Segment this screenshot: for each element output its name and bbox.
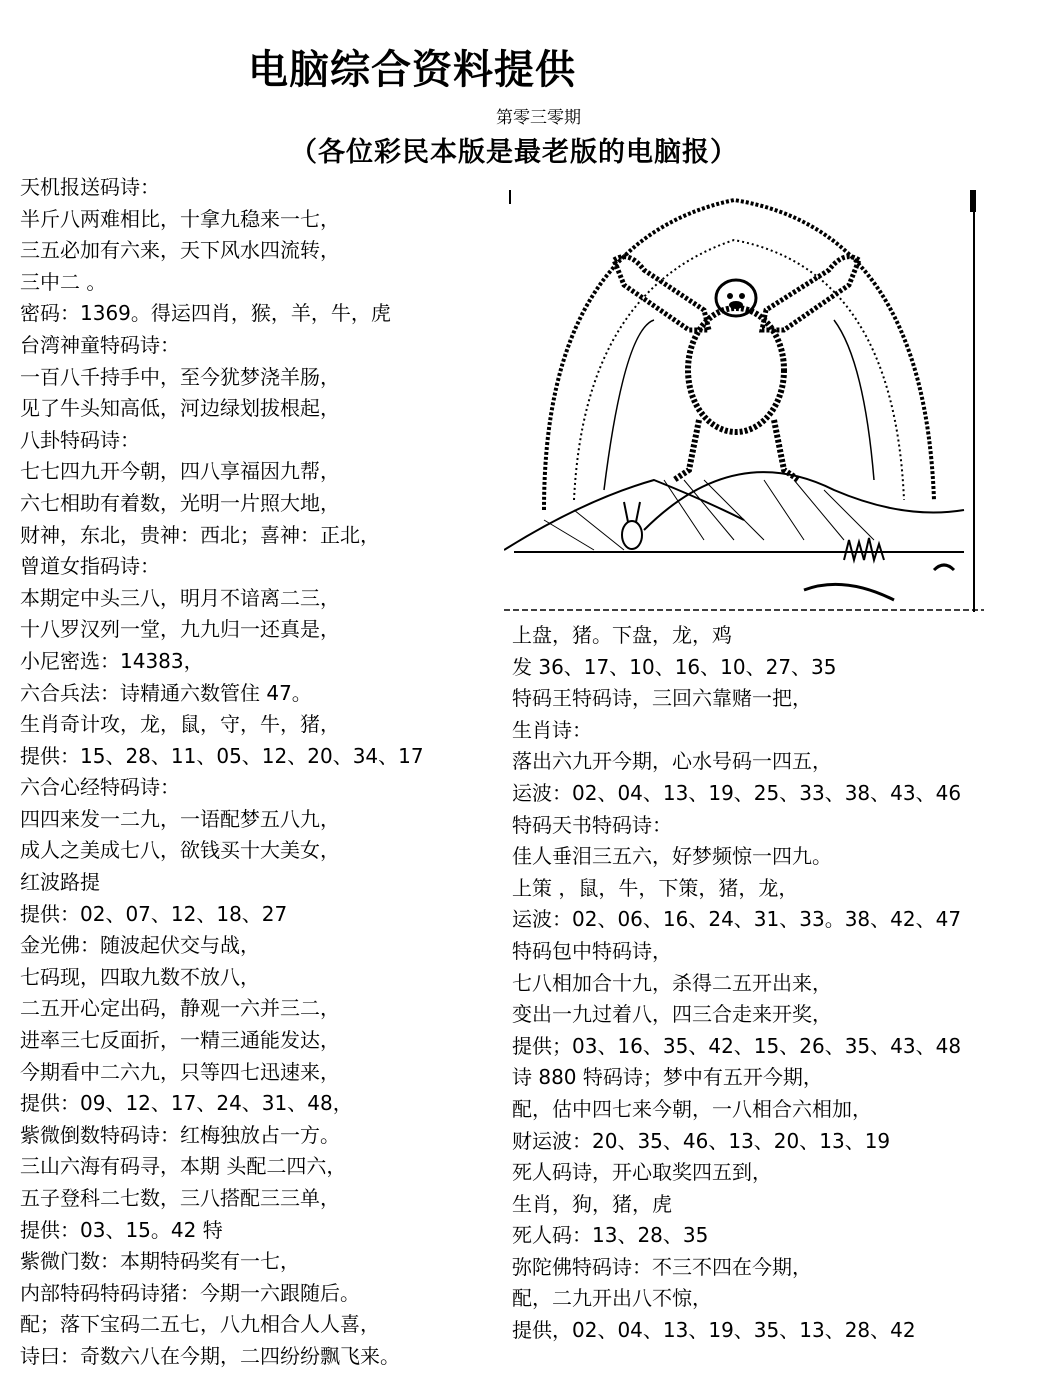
left-column-line: 内部特码特码诗猪：今期一六跟随后。	[20, 1280, 360, 1305]
left-column-line: 四四来发一二九，一语配梦五八九，	[20, 806, 340, 831]
left-column-line: 紫微门数：本期特码奖有一七，	[20, 1249, 300, 1274]
left-column-line: 七七四九开今朝，四八享福因九帮，	[20, 459, 340, 484]
left-column-line: 提供：15、28、11、05、12、20、34、17	[20, 743, 424, 768]
left-column-line: 诗曰：奇数六八在今期，二四纷纷飘飞来。	[20, 1343, 400, 1368]
left-column-line: 十八罗汉列一堂，九九归一还真是，	[20, 617, 340, 642]
right-column-line: 生肖诗：	[512, 717, 592, 742]
left-column-line: 六合心经特码诗：	[20, 775, 180, 800]
left-column-line: 三中二 。	[20, 269, 107, 294]
right-column	[512, 620, 961, 1347]
left-column-line: 财神，东北，贵神：西北；喜神：正北，	[20, 522, 380, 547]
left-column-line: 成人之美成七八，欲钱买十大美女，	[20, 838, 340, 863]
right-column-line: 生肖，狗，猪，虎	[512, 1191, 672, 1216]
right-column-line: 落出六九开今期，心水号码一四五，	[512, 749, 832, 774]
left-column-line: 见了牛头知高低，河边绿划拔根起，	[20, 396, 340, 421]
left-column-line: 生肖奇计攻，龙，鼠，守，牛，猪，	[20, 712, 340, 737]
gorilla-illustration	[504, 180, 984, 616]
left-column-line: 七码现，四取九数不放八，	[20, 964, 260, 989]
right-column-line: 上盘，猪。下盘，龙，鸡	[512, 623, 732, 647]
left-column-line: 本期定中头三八，明月不谙离二三，	[20, 585, 340, 610]
right-column-line: 财运波：20、35、46、13、20、13、19	[512, 1128, 891, 1153]
right-column-line: 特码王特码诗，三回六靠赌一把，	[512, 686, 812, 711]
right-column-line: 配，二九开出八不惊，	[512, 1286, 712, 1311]
left-column	[20, 172, 424, 1373]
left-column-line: 紫微倒数特码诗：红梅独放占一方。	[20, 1122, 340, 1147]
left-column-line: 三五必加有六来，天下风水四流转，	[20, 238, 340, 263]
left-column-line: 提供：03、15。42 特	[20, 1217, 223, 1242]
left-column-line: 红波路提	[20, 870, 100, 895]
issue-number: 第零三零期	[496, 108, 581, 128]
right-column-line: 特码天书特码诗：	[512, 812, 672, 837]
left-column-line: 提供：09、12、17、24、31、48，	[20, 1091, 353, 1116]
left-column-line: 三山六海有码寻，本期 头配二四六，	[20, 1154, 347, 1179]
right-column-line: 死人码诗，开心取奖四五到，	[512, 1160, 772, 1185]
right-column-line: 变出一九过着八，四三合走来开奖，	[512, 1002, 832, 1027]
right-column-line: 死人码：13、28、35	[512, 1223, 709, 1248]
left-column-line: 密码：1369。得运四肖，猴，羊，牛，虎	[20, 301, 391, 326]
left-column-line: 提供：02、07、12、18、27	[20, 901, 288, 926]
left-column-line: 小尼密选：14383，	[20, 648, 204, 673]
right-column-line: 运波：02、04、13、19、25、33、38、43、46	[512, 780, 962, 805]
left-column-line: 天机报送码诗：	[20, 175, 160, 199]
right-column-line: 特码包中特码诗，	[512, 938, 672, 963]
left-column-line: 六合兵法：诗精通六数管住 47。	[20, 680, 312, 705]
right-column-line: 发 36、17、10、16、10、27、35	[512, 654, 837, 679]
left-column-line: 台湾神童特码诗：	[20, 332, 180, 357]
left-column-line: 曾道女指码诗：	[20, 554, 160, 579]
left-column-line: 一百八千持手中，至今犹梦浇羊肠，	[20, 364, 340, 389]
page-title: 电脑综合资料提供	[248, 47, 576, 93]
right-column-line: 佳人垂泪三五六，好梦频惊一四九。	[512, 844, 832, 869]
left-column-line: 金光佛：随波起伏交与战，	[20, 933, 260, 958]
right-column-line: 提供；03、16、35、42、15、26、35、43、48	[512, 1033, 962, 1058]
left-column-line: 半斤八两难相比，十拿九稳来一七，	[20, 206, 340, 231]
left-column-line: 六七相助有着数，光明一片照大地，	[20, 490, 340, 515]
left-column-line: 进率三七反面折，一精三通能发达，	[20, 1028, 340, 1053]
right-column-line: 提供，02、04、13、19、35、13、28、42	[512, 1318, 916, 1343]
right-column-line: 七八相加合十九，杀得二五开出来，	[512, 970, 832, 995]
page-subtitle: （各位彩民本版是最老版的电脑报）	[290, 137, 738, 168]
right-column-line: 上策 ，鼠，牛，下策，猪，龙，	[512, 875, 799, 900]
right-column-line: 运波：02、06、16、24、31、33。38、42、47	[512, 907, 962, 932]
left-column-line: 配；落下宝码二五七，八九相合人人喜，	[20, 1312, 380, 1337]
left-column-line: 五子登科二七数，三八搭配三三单，	[20, 1186, 340, 1210]
right-column-line: 诗 880 特码诗；梦中有五开今期，	[512, 1065, 823, 1090]
left-column-line: 今期看中二六九，只等四七迅速来，	[20, 1059, 340, 1084]
left-column-line: 八卦特码诗：	[20, 427, 140, 452]
left-column-line: 二五开心定出码，静观一六并三二，	[20, 996, 340, 1021]
right-column-line: 配，估中四七来今朝，一八相合六相加，	[512, 1096, 872, 1121]
right-column-line: 弥陀佛特码诗：不三不四在今期，	[512, 1254, 812, 1279]
